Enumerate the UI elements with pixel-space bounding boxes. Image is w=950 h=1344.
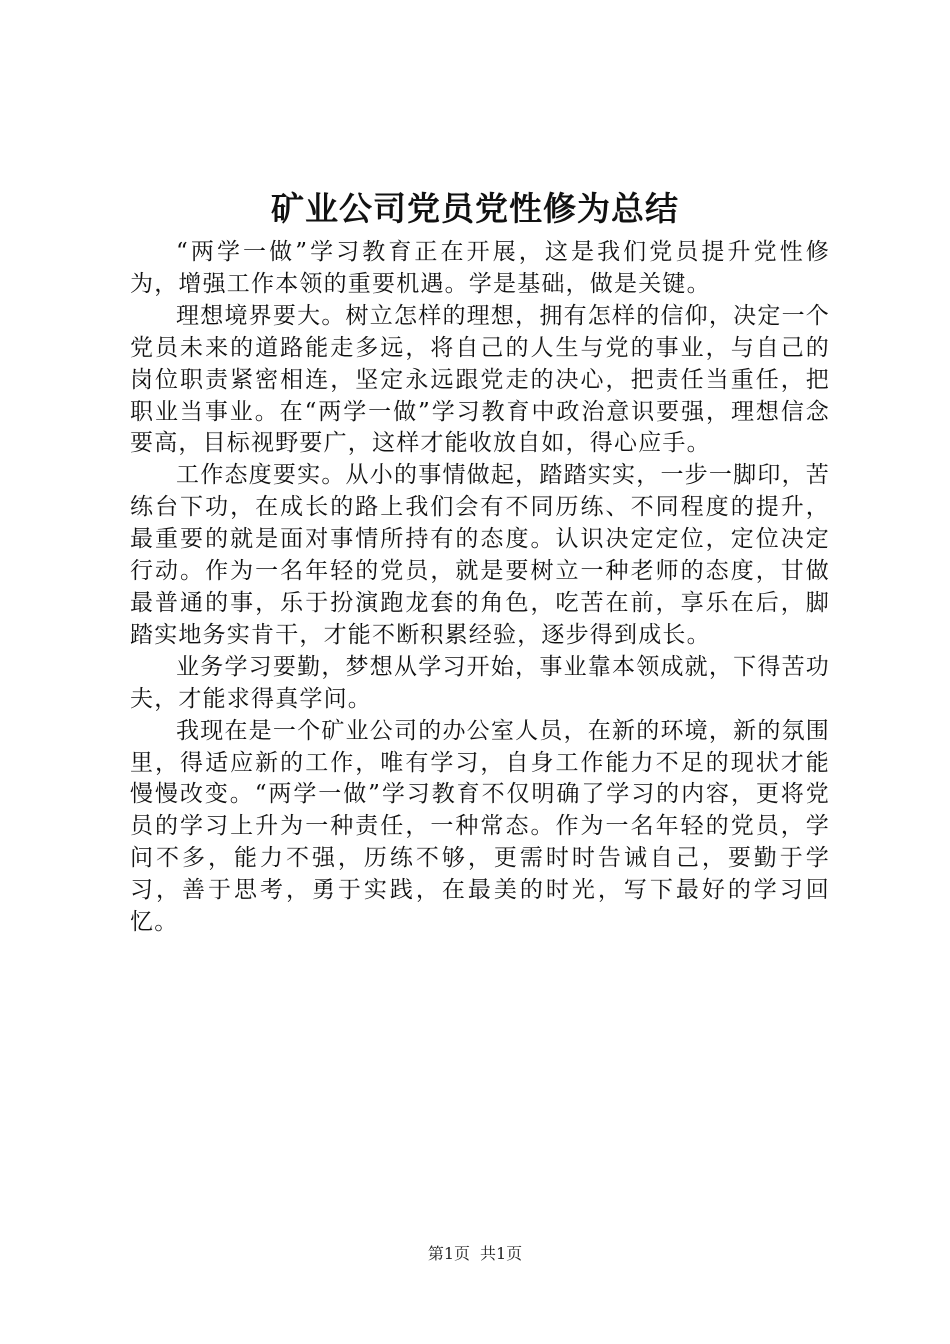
page-footer xyxy=(0,1243,950,1265)
paragraph-intro: “两学一做”学习教育正在开展，这是我们党员提升党性修为，增强工作本领的重要机遇。学是基础，做是关键。 xyxy=(130,239,830,297)
paragraph-study: 业务学习要勤，梦想从学习开始，事业靠本领成就，下得苦功夫，才能求得真学问。 xyxy=(130,653,830,712)
paragraph-ideals: 理想境界要大。树立怎样的理想，拥有怎样的信仰，决定一个党员未来的道路能走多远，将自己的人生与党的事业，与自己的岗位职责紧密相连，坚定永远跟党走的决心，把责任当重任，把职业当事业。在“两学一做”学习教育中政治意识要强，理想信念要高，目标视野要广，这样才能收放自如，得心应手。 xyxy=(130,302,830,457)
paragraph-personal: 我现在是一个矿业公司的办公室人员，在新的环境，新的氛围里，得适应新的工作，唯有学习，自身工作能力不足的现状才能慢慢改变。“两学一做”学习教育不仅明确了学习的内容，更将党员的学习上升为一种责任，一种常态。作为一名年轻的党员，学问不多，能力不强，历练不够，更需时时告诫自己，要勤于学习，善于思考，勇于实践，在最美的时光，写下最好的学习回忆。 xyxy=(130,717,830,936)
page-number: 第1页 xyxy=(427,1244,470,1263)
document-title: 矿业公司党员党性修为总结 xyxy=(271,189,679,228)
page-total: 共1页 xyxy=(480,1244,523,1263)
document-body xyxy=(130,237,830,939)
paragraph-attitude: 工作态度要实。从小的事情做起，踏踏实实，一步一脚印，苦练台下功，在成长的路上我们会有不同历练、不同程度的提升，最重要的就是面对事情所持有的态度。认识决定定位，定位决定行动。作为一名年轻的党员，就是要树立一种老师的态度，甘做最普通的事，乐于扮演跑龙套的角色，吃苦在前，享乐在后，脚踏实地务实肯干，才能不断积累经验，逐步得到成长。 xyxy=(130,462,830,648)
